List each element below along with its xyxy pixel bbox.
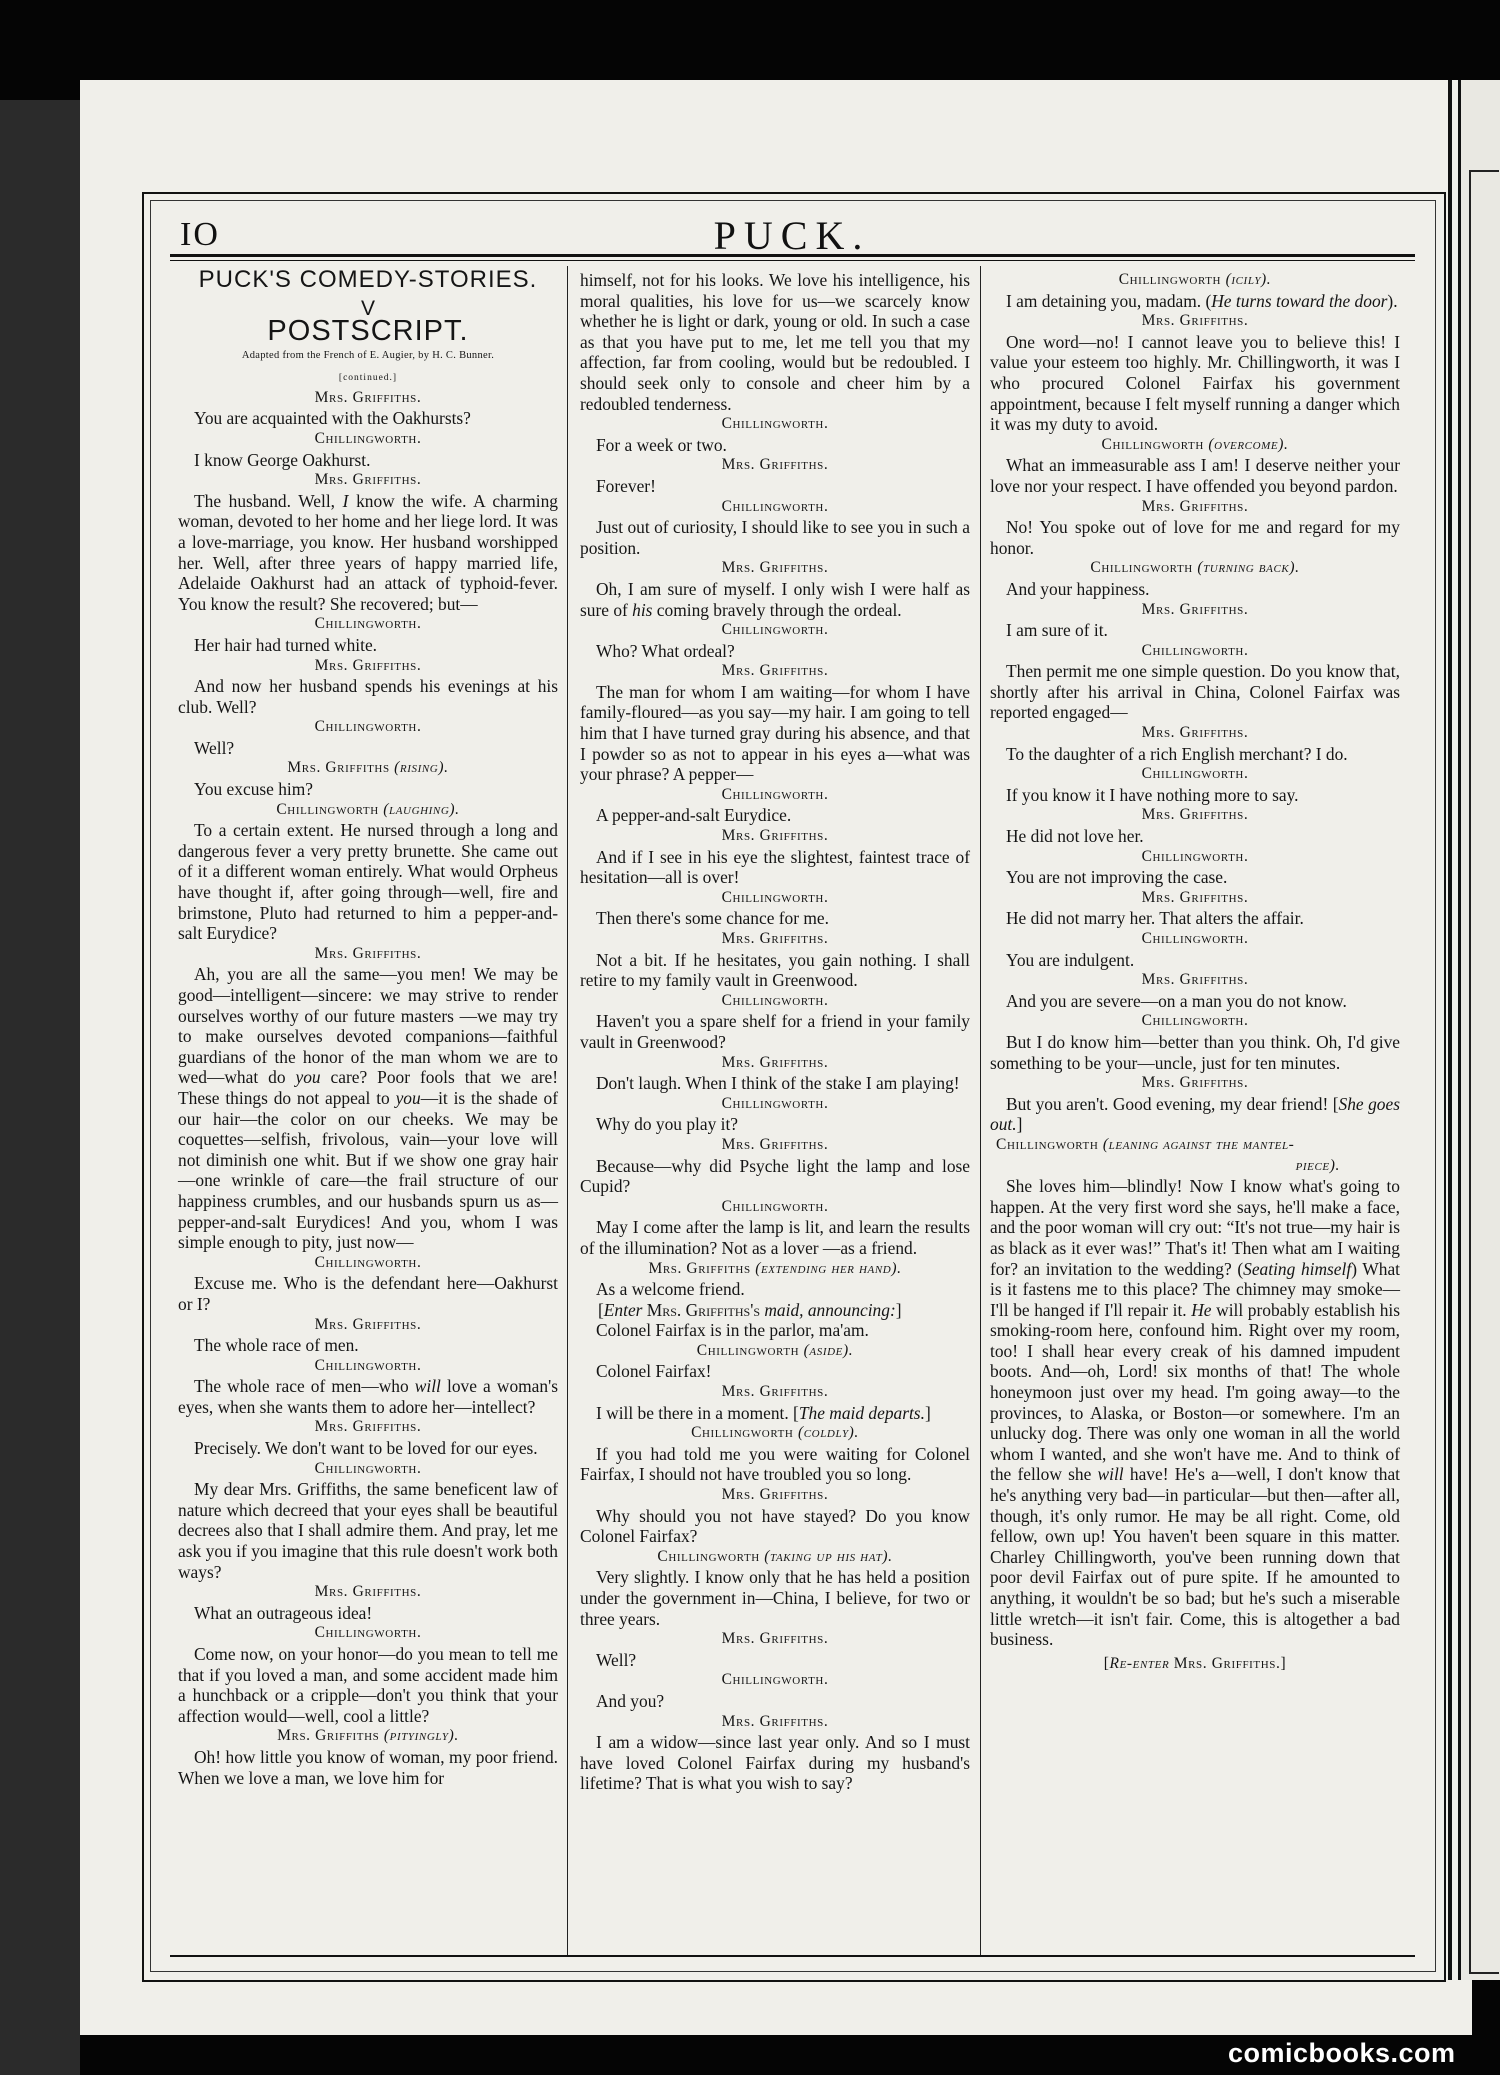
column-1 xyxy=(178,266,559,1788)
dialogue-line: I am detaining you, madam. (He turns toward the door). xyxy=(1006,290,1398,311)
speaker-label: Mrs. Griffiths. xyxy=(314,1315,422,1333)
dialogue-line: Haven't you a spare shelf for a friend in your family vault in Greenwood? xyxy=(580,1011,970,1052)
speaker-label: Chillingworth. xyxy=(1141,930,1249,947)
dialogue-line: Don't laugh. When I think of the stake I am playing! xyxy=(596,1073,960,1094)
dialogue-line: If you know it I have nothing more to say. xyxy=(1006,784,1299,805)
dialogue-line: To a certain extent. He nursed through a long and dangerous fever a very pretty brunette. She came out of it a different woman entirely. What would Orpheus have thought if, after going through—well, fire and brimstone, Pluto had returned to him a pepper-and-salt Eurydice? xyxy=(178,820,558,944)
dialogue-line: Precisely. We don't want to be loved for our eyes. xyxy=(194,1438,538,1459)
dialogue-line: Forever! xyxy=(596,475,656,496)
dialogue-line: Oh! how little you know of woman, my poor friend. When we love a man, we love him for xyxy=(178,1746,558,1788)
dialogue-line: Colonel Fairfax! xyxy=(596,1361,712,1382)
speaker-label: Chillingworth. xyxy=(314,1356,422,1374)
speaker-label: Mrs. Griffiths. xyxy=(1141,600,1249,618)
dialogue-line: The husband. Well, I know the wife. A charming woman, devoted to her home and her liege lord. It was a love-marriage, you know. Her husband worshipped her. Well, after three years of happy married life, Adelaide Oakhurst had an attack of typhoid-fever. You know the result? She recovered; but— xyxy=(178,490,559,614)
dialogue-line: I will be there in a moment. [The maid departs.] xyxy=(596,1402,931,1423)
speaker-label: Chillingworth (aside). xyxy=(696,1341,854,1359)
dialogue-line: He did not love her. xyxy=(1006,826,1144,847)
speaker-label: Mrs. Griffiths. xyxy=(721,1053,829,1071)
speaker-label: Mrs. Griffiths. xyxy=(314,471,422,489)
dialogue-line: Oh, I am sure of myself. I only wish I were half as sure of his coming bravely through the ordeal. xyxy=(580,578,970,620)
dialogue-line: Just out of curiosity, I should like to see you in such a position. xyxy=(580,517,970,558)
speaker-label: Chillingworth. xyxy=(1141,765,1249,783)
dialogue-line: And your happiness. xyxy=(1006,578,1150,599)
speaker-label: Mrs. Griffiths. xyxy=(1141,971,1249,989)
speaker-label: Mrs. Griffiths. xyxy=(1141,888,1249,906)
speaker-label: Chillingworth. xyxy=(1141,641,1249,659)
dialogue-line: The whole race of men. xyxy=(194,1335,359,1356)
speaker-label: Chillingworth (taking up his hat). xyxy=(657,1547,893,1565)
dialogue-line: I am sure of it. xyxy=(1006,620,1108,641)
dialogue-line: Come now, on your honor—do you mean to tell me that if you loved a man, and some accident made him a hunchback or a cripple—don't you think that your affection would—well, cool a little? xyxy=(178,1644,558,1726)
speaker-label: Chillingworth. xyxy=(314,718,422,736)
speaker-label: Chillingworth. xyxy=(1141,1012,1249,1030)
speaker-label: Chillingworth. xyxy=(314,1624,422,1642)
speaker-label: Mrs. Griffiths. xyxy=(1141,1074,1249,1092)
dialogue-line: What an immeasurable ass I am! I deserve neither your love nor your respect. I have offended you beyond pardon. xyxy=(990,455,1400,496)
speaker-label: Chillingworth. xyxy=(721,991,829,1009)
dialogue-line: But you aren't. Good evening, my dear friend! [She goes out.] xyxy=(990,1093,1400,1135)
speaker-label: Mrs. Griffiths. xyxy=(721,1486,829,1504)
speaker-label: Chillingworth (leaning against the mantel- xyxy=(996,1135,1295,1153)
speaker-label: Mrs. Griffiths. xyxy=(314,1583,422,1601)
stage-direction: [Enter Mrs. Griffiths's maid, announcing:] xyxy=(598,1299,902,1320)
speaker-label: Chillingworth. xyxy=(314,429,422,447)
dialogue-line: Not a bit. If he hesitates, you gain nothing. I shall retire to my family vault in Greenwood. xyxy=(580,949,970,991)
speaker-label: Chillingworth. xyxy=(721,785,829,803)
speaker-label: Mrs. Griffiths. xyxy=(721,930,829,947)
dialogue-line: Then there's some chance for me. xyxy=(596,908,829,929)
column-rule xyxy=(980,266,981,1956)
speaker-label-continued: piece). xyxy=(1295,1156,1340,1174)
header-rule-thin xyxy=(170,260,1415,261)
dialogue-line: Why should you not have stayed? Do you know Colonel Fairfax? xyxy=(580,1505,970,1547)
dialogue-line: And you are severe—on a man you do not know. xyxy=(1006,990,1347,1011)
speaker-label: Chillingworth. xyxy=(721,1094,829,1112)
dialogue-line: But I do know him—better than you think. Oh, I'd give something to be your—uncle, just for ten minutes. xyxy=(990,1031,1400,1073)
speaker-label: Mrs. Griffiths. xyxy=(1141,724,1249,742)
speaker-label: Mrs. Griffiths (pityingly). xyxy=(277,1727,459,1745)
speaker-label: Mrs. Griffiths. xyxy=(314,1418,422,1436)
dialogue-line: The man for whom I am waiting—for whom I have family-floured—as you say—my hair. I am going to tell him that I have turned gray during his absence, and that I powder so as not to appear in his eyes a—what was your phrase? A pepper— xyxy=(580,681,970,785)
speaker-label: Chillingworth. xyxy=(721,415,829,433)
dialogue-line: Ah, you are all the same—you men! We may be good—intelligent—sincere: we may strive to render ourselves worthy of our future masters —we may try to make ourselves devoted companions—faithful guardians of the honor of the man whom we are to wed—what do you care? Poor fools that we are! These things do not appeal to you—it is the shade of our hair—the color on our cheeks. We may be coquettes—selfish, frivolous, vain—your love will not diminish one whit. But if we show one gray hair—one wrinkle of care—the frail structure of our happiness crumbles, and our husbands spurn us as—pepper-and-salt Eurydices! And you, whom I was simple enough to pity, just now— xyxy=(178,964,558,1253)
dialogue-line: You are acquainted with the Oakhursts? xyxy=(194,408,471,429)
dialogue-line: Very slightly. I know only that he has held a position under the government in—China, I believe, for two or three years. xyxy=(580,1567,970,1629)
scan-background xyxy=(0,100,80,2075)
dialogue-line: As a welcome friend. xyxy=(596,1279,745,1300)
dialogue-line: And you? xyxy=(596,1690,665,1711)
speaker-label: Mrs. Griffiths. xyxy=(314,944,422,962)
dialogue-line: You are indulgent. xyxy=(1006,949,1135,970)
speaker-label: Chillingworth. xyxy=(721,888,829,906)
dialogue-line: She loves him—blindly! Now I know what's going to happen. At the very first word she says, he'll make a face, and the poor woman will cry out: “It's not true—my hair is as black as it ever was!” That's it! Then what am I waiting for? an invitation to the wedding? (Seating himself) What is it fastens me to this place? The chimney may smoke—I'll be hanged if I'll repair it. He will probably establish his smoking-room here, confound him. Right over my room, too! I shall hear every creak of his damned impudent boots. And—oh, Lord! six months of that! The whole honeymoon just over my head. I'm going away—to the provinces, to Alaska, or Boston—or somewhere. I'm an unlucky dog. There was only one woman in all the world whom I wanted, and she won't have me. And to think of the fellow she will have! He's a—well, I don't know that he's anything very bad—in particular—but then—after all, though, it's only rumor. He may be all right. Come, old fellow, own up! You haven't been square in this matter. Charley Chillingworth, you've been running down that poor devil Fairfax out of pure spite. If he amounted to anything, it wouldn't be so bad; but he's such a miserable little wretch—it isn't fair. Come, this is altogether a bad business. xyxy=(990,1176,1400,1650)
dialogue-line: A pepper-and-salt Eurydice. xyxy=(596,805,792,826)
speaker-label: Chillingworth. xyxy=(721,621,829,639)
dialogue-line: And now her husband spends his evenings at his club. Well? xyxy=(178,676,558,717)
page-number: IO xyxy=(180,216,220,253)
masthead-title: PUCK. xyxy=(713,213,871,258)
dialogue-line: To the daughter of a rich English merchant? I do. xyxy=(1006,743,1348,764)
speaker-label: Mrs. Griffiths. xyxy=(721,662,829,680)
speaker-label: Mrs. Griffiths. xyxy=(1141,806,1249,824)
speaker-label: Mrs. Griffiths. xyxy=(314,388,422,406)
speaker-label: Chillingworth (coldly). xyxy=(691,1424,859,1442)
speaker-label: Mrs. Griffiths (extending her hand). xyxy=(648,1259,902,1277)
article-title: PUCK'S COMEDY-STORIES. xyxy=(198,266,538,293)
page-edge xyxy=(1448,80,1452,1980)
column-3 xyxy=(990,270,1400,1674)
dialogue-line: The whole race of men—who will love a woman's eyes, when she wants them to adore her—intellect? xyxy=(178,1376,558,1417)
speaker-label: Mrs. Griffiths. xyxy=(1141,497,1249,515)
stage-direction: [Re-enter Mrs. Griffiths.] xyxy=(1103,1654,1287,1672)
dialogue-line: One word—no! I cannot leave you to believe this! I value your esteem too highly. Mr. Chillingworth, it was I who procured Colonel Fairfax his government appointment, because I felt myself running a danger which it was my duty to avoid. xyxy=(990,331,1400,435)
dialogue-line: You are not improving the case. xyxy=(1006,867,1228,888)
dialogue-line: What an outrageous idea! xyxy=(194,1602,373,1623)
credit-line: Adapted from the French of E. Augier, by H. C. Bunner. xyxy=(241,349,495,361)
speaker-label: Mrs. Griffiths (rising). xyxy=(287,759,449,777)
speaker-label: Mrs. Griffiths. xyxy=(721,1630,829,1648)
dialogue-line: May I come after the lamp is lit, and learn the results of the illumination? Not as a lover —as a friend. xyxy=(580,1217,970,1258)
site-watermark: comicbooks.com xyxy=(1228,2038,1456,2068)
part-number: V xyxy=(360,296,375,320)
speaker-label: Chillingworth. xyxy=(721,497,829,515)
dialogue-line: Because—why did Psyche light the lamp and lose Cupid? xyxy=(580,1155,970,1197)
dialogue-line: No! You spoke out of love for me and regard for my honor. xyxy=(990,517,1400,558)
speaker-label: Chillingworth (overcome). xyxy=(1101,435,1289,453)
continued-mark: [continued.] xyxy=(338,372,398,383)
dialogue-line: Well? xyxy=(194,737,235,758)
column-rule xyxy=(567,266,568,1956)
header-rule-thick xyxy=(170,254,1415,257)
dialogue-line: himself, not for his looks. We love his intelligence, his moral qualities, his love for us—we scarcely know whether he is light or dark, young or old. In such a case as that you have put to me, let me tell you that my affection, far from cooling, would but be redoubled. I should seek only to console and cheer him by a redoubled tenderness. xyxy=(580,270,970,414)
dialogue-line: You excuse him? xyxy=(194,779,313,800)
dialogue-line: And if I see in his eye the slightest, faintest trace of hesitation—all is over! xyxy=(580,846,970,888)
dialogue-line: If you had told me you were waiting for Colonel Fairfax, I should not have troubled you so long. xyxy=(580,1443,970,1485)
adjacent-page-edge xyxy=(1458,80,1500,1980)
speaker-label: Chillingworth. xyxy=(721,1197,829,1215)
dialogue-line: Her hair had turned white. xyxy=(194,634,378,655)
speaker-label: Mrs. Griffiths. xyxy=(721,1383,829,1401)
speaker-label: Mrs. Griffiths. xyxy=(1141,312,1249,330)
dialogue-line: Excuse me. Who is the defendant here—Oakhurst or I? xyxy=(178,1273,558,1314)
speaker-label: Chillingworth. xyxy=(314,615,422,633)
dialogue-line: I am a widow—since last year only. And so I must have loved Colonel Fairfax during my husband's lifetime? That is what you wish to say? xyxy=(580,1732,970,1794)
dialogue-line: He did not marry her. That alters the affair. xyxy=(1006,908,1304,929)
speaker-label: Mrs. Griffiths. xyxy=(721,559,829,577)
speaker-label: Chillingworth. xyxy=(314,1253,422,1271)
dialogue-line: Why do you play it? xyxy=(596,1114,738,1135)
dialogue-line: Then permit me one simple question. Do you know that, shortly after his arrival in China, Colonel Fairfax was reported engaged— xyxy=(990,661,1400,723)
footer-rule xyxy=(170,1955,1415,1957)
speaker-label: Chillingworth (turning back). xyxy=(1090,559,1300,577)
speaker-label: Chillingworth (laughing). xyxy=(276,800,460,818)
dialogue-line: My dear Mrs. Griffiths, the same beneficent law of nature which decreed that your eyes shall be beautiful decrees also that I shall admire them. And pray, let me ask you if you imagine that this rule doesn't work both ways? xyxy=(178,1479,558,1582)
column-2 xyxy=(580,270,970,1794)
speaker-label: Mrs. Griffiths. xyxy=(721,827,829,845)
dialogue-line: Colonel Fairfax is in the parlor, ma'am. xyxy=(596,1320,869,1341)
dialogue-line: For a week or two. xyxy=(596,434,727,455)
speaker-label: Mrs. Griffiths. xyxy=(721,456,829,474)
dialogue-line: I know George Oakhurst. xyxy=(194,449,371,470)
speaker-label: Chillingworth (icily). xyxy=(1118,271,1272,288)
speaker-label: Mrs. Griffiths. xyxy=(721,1712,829,1730)
speaker-label: Mrs. Griffiths. xyxy=(314,656,422,674)
speaker-label: Chillingworth. xyxy=(721,1671,829,1689)
dialogue-line: Who? What ordeal? xyxy=(596,640,735,661)
page-header xyxy=(150,208,1434,258)
speaker-label: Chillingworth. xyxy=(314,1459,422,1477)
dialogue-line: Well? xyxy=(596,1649,637,1670)
speaker-label: Chillingworth. xyxy=(1141,847,1249,865)
section-title: POSTSCRIPT. xyxy=(267,315,469,348)
speaker-label: Mrs. Griffiths. xyxy=(721,1135,829,1153)
